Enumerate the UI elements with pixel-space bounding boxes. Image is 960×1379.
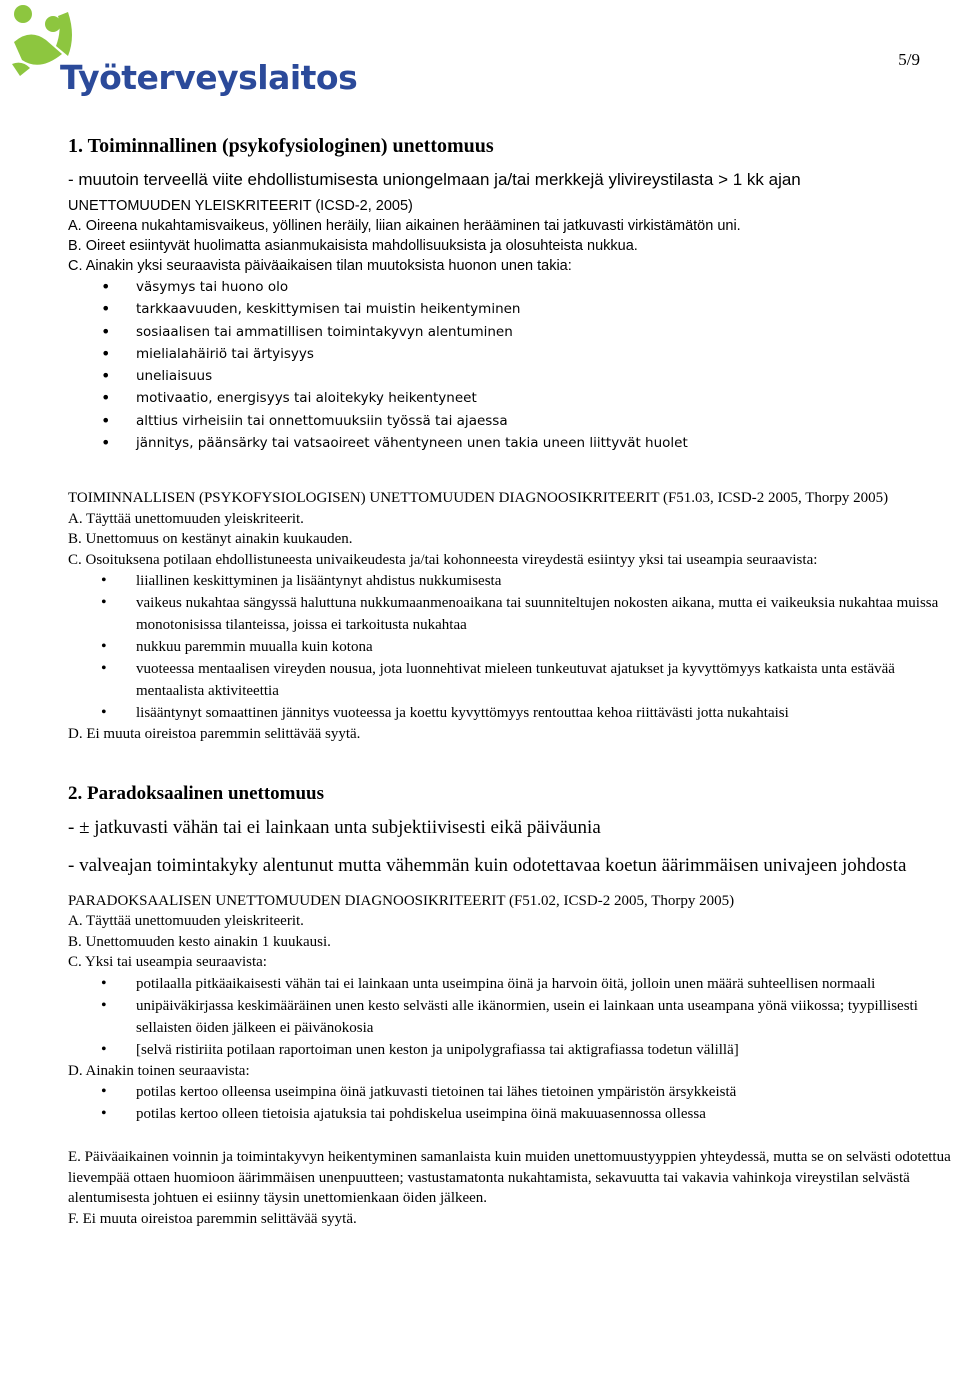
list-item: • unipäiväkirjassa keskimääräinen unen kesto selvästi alle ikänormien, usein ei lainkaan unta useampana yönä viikossa; tyypillisesti sellaisten öiden jälkeen ei päivänokosia	[68, 995, 960, 1039]
criteria-heading: UNETTOMUUDEN YLEISKRITEERIT (ICSD-2, 2005)	[68, 198, 413, 214]
diag-criterion-a: A. Täyttää unettomuuden yleiskriteerit.	[68, 913, 304, 930]
list-item: • alttius virheisiin tai onnettomuuksiin työssä tai ajaessa	[68, 410, 960, 432]
diag-criterion-c: C. Osoituksena potilaan ehdollistuneesta univaikeudesta ja/tai kohonneesta vireydestä esiintyy yksi tai useampia seuraavista:	[68, 551, 818, 568]
list-item: • liiallinen keskittyminen ja lisääntynyt ahdistus nukkumisesta	[68, 570, 960, 592]
diag-criterion-b: B. Unettomuuden kesto ainakin 1 kuukausi.	[68, 933, 331, 950]
list-item: • vuoteessa mentaalisen vireyden nousua, jota luonnehtivat mieleen tunkeutuvat ajatukset ja kyvyttömyys katkaista unta estävää mentaalista aktiviteettia	[68, 658, 960, 702]
section-description: - ± jatkuvasti vähän tai ei lainkaan unta subjektiivisesti eikä päiväunia	[68, 816, 601, 838]
list-item: • lisääntynyt somaattinen jännitys vuoteessa ja koettu kyvyttömyys rentouttaa kehoa riittävästi jotta nukahtaisi	[68, 702, 960, 724]
list-item: • uneliaisuus	[68, 365, 960, 387]
section-description: - valveajan toimintakyky alentunut mutta vähemmän kuin odotettavaa koetun äärimmäisen univajeen johdosta	[68, 854, 907, 876]
list-item: • tarkkaavuuden, keskittymisen tai muistin heikentyminen	[68, 298, 960, 320]
list-item: • potilaalla pitkäaikaisesti vähän tai ei lainkaan unta useimpina öinä ja harvoin öitä, jolloin unen määrä suhteellisen normaali	[68, 973, 960, 995]
diag-criterion-d: D. Ei muuta oireistoa paremmin selittävää syytä.	[68, 726, 361, 743]
section-description: - muutoin terveellä viite ehdollistumisesta uniongelmaan ja/tai merkkejä ylivireystilasta > 1 kk ajan	[68, 170, 801, 189]
section-title: 2. Paradoksaalinen unettomuus	[68, 782, 325, 804]
list-item: • väsymys tai huono olo	[68, 276, 960, 298]
diag-criterion-c-list	[68, 973, 960, 1061]
page-number: 5/9	[898, 50, 920, 69]
diag-criterion-d: D. Ainakin toinen seuraavista:	[68, 1062, 250, 1079]
diag-criterion-d-list	[68, 1081, 960, 1125]
list-item: • vaikeus nukahtaa sängyssä haluttuna nukkumaanmenoaikana tai suunniteltujen nokosten aikana, mutta ei vaikeuksia nukahtaa muissa monotonisissa tilanteissa, joissa ei tarkoitusta nukahtaa	[68, 592, 960, 636]
diag-criterion-b: B. Unettomuus on kestänyt ainakin kuukauden.	[68, 531, 353, 548]
diag-criterion-a: A. Täyttää unettomuuden yleiskriteerit.	[68, 510, 304, 527]
main-content	[68, 135, 960, 1229]
section-title: 1. Toiminnallinen (psykofysiologinen) unettomuus	[68, 135, 494, 157]
criterion-c-list	[68, 276, 960, 454]
diag-criterion-c: C. Yksi tai useampia seuraavista:	[68, 954, 267, 971]
logo-text: Työterveyslaitos	[60, 58, 358, 97]
diag-criterion-f: F. Ei muuta oireistoa paremmin selittävää syytä.	[68, 1210, 357, 1227]
list-item: • [selvä ristiriita potilaan raportoiman unen keston ja unipolygrafiassa tai aktigrafiassa todetun välillä]	[68, 1039, 960, 1061]
diag-criterion-c-list	[68, 570, 960, 724]
list-item: • jännitys, päänsärky tai vatsaoireet vähentyneen unen takia uneen liittyvät huolet	[68, 432, 960, 454]
diagnostic-criteria-heading: PARADOKSAALISEN UNETTOMUUDEN DIAGNOOSIKRITEERIT (F51.02, ICSD-2 2005, Thorpy 2005)	[68, 892, 735, 909]
criterion-c: C. Ainakin yksi seuraavista päiväaikaisen tilan muutoksista huonon unen takia:	[68, 258, 572, 274]
list-item: • potilas kertoo olleensa useimpina öinä jatkuvasti tietoinen tai lähes tietoinen ympäristön ärsykkeistä	[68, 1081, 960, 1103]
diagnostic-criteria-heading: TOIMINNALLISEN (PSYKOFYSIOLOGISEN) UNETTOMUUDEN DIAGNOOSIKRITEERIT (F51.03, ICSD-2 2005, Thorpy 2005)	[68, 490, 889, 507]
list-item: • motivaatio, energisyys tai aloitekyky heikentyneet	[68, 387, 960, 409]
list-item: • nukkuu paremmin muualla kuin kotona	[68, 636, 960, 658]
list-item: • mielialahäiriö tai ärtyisyys	[68, 343, 960, 365]
list-item: • sosiaalisen tai ammatillisen toimintakyvyn alentuminen	[68, 321, 960, 343]
list-item: • potilas kertoo olleen tietoisia ajatuksia tai pohdiskelua useimpina öinä makuuasennossa ollessa	[68, 1103, 960, 1125]
criterion-b: B. Oireet esiintyvät huolimatta asianmukaisista mahdollisuuksista ja olosuhteista nukkua.	[68, 238, 638, 254]
criterion-a: A. Oireena nukahtamisvaikeus, yöllinen heräily, liian aikainen herääminen tai jatkuvasti virkistämätön uni.	[68, 218, 741, 234]
diag-criterion-e: E. Päiväaikainen voinnin ja toimintakyvyn heikentyminen samanlaista kuin muiden unettomuustyyppien yhteydessä, mutta se on selvästi odotettua lievempää ottaen huomioon äärimmäisen unenpuutteen; vastustamatonta nukahtamista, sekavuutta tai vakavia vahinkoja vireystilan selvästä alentumisesta johtuen ei esiinny täysin unettomienkaan öiden jälkeen.	[68, 1149, 951, 1207]
